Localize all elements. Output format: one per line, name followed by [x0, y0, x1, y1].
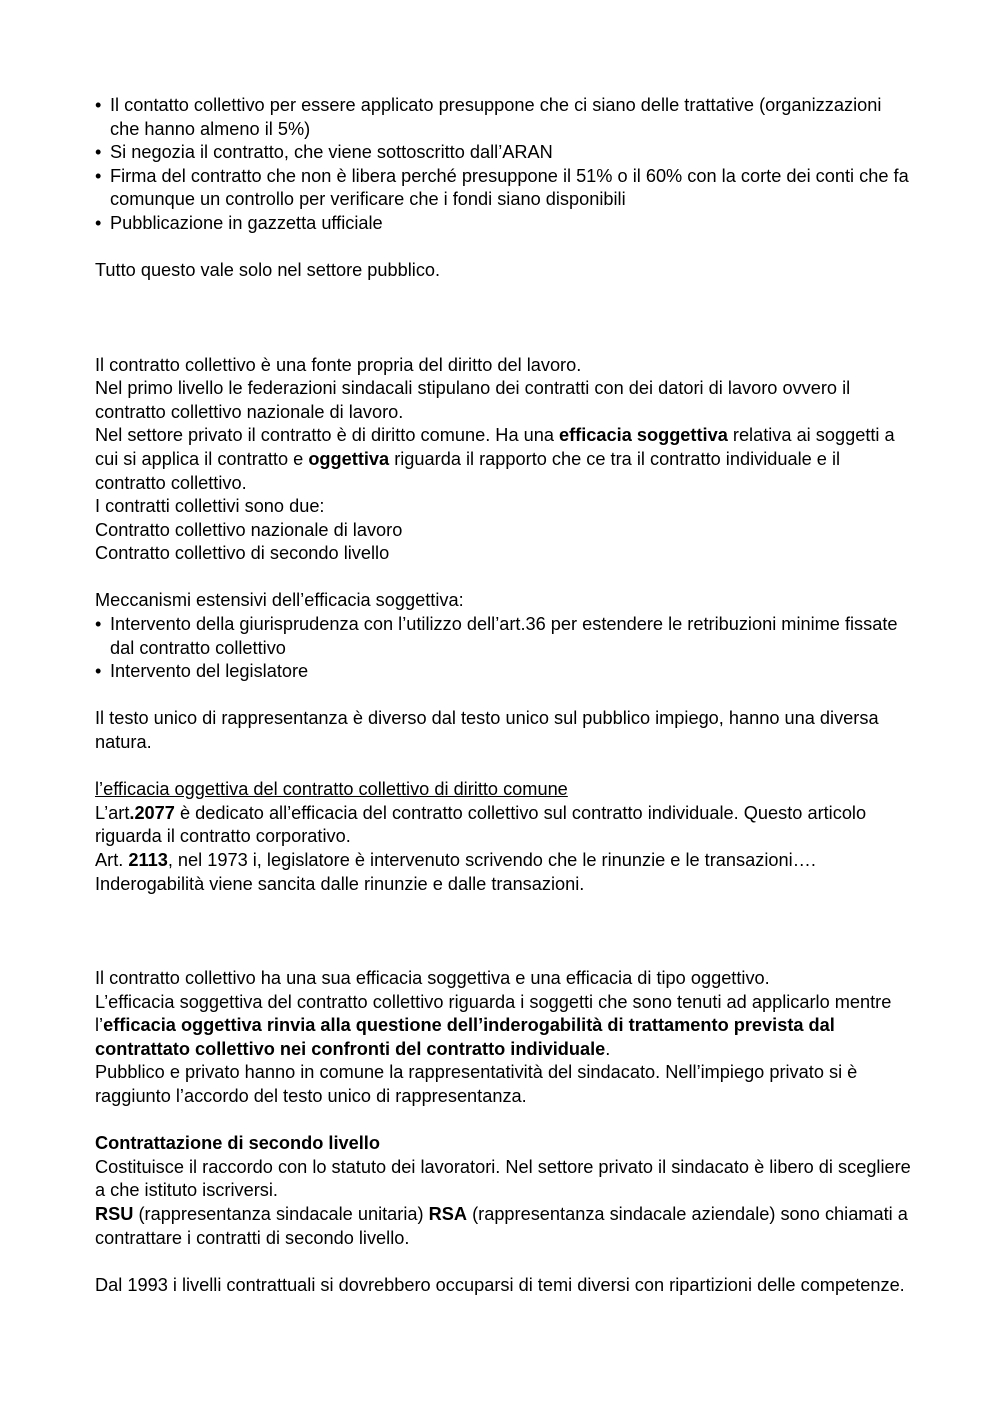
paragraph-rappresentativita: Pubblico e privato hanno in comune la rappresentatività del sindacato. Nell’impiego privato si è raggiunto l’accordo del testo unico di rappresentanza.	[95, 1062, 858, 1106]
list-item: • Intervento della giurisprudenza con l’utilizzo dell’art.36 per estendere le retribuzioni minime fissate dal contratto collettivo	[95, 613, 915, 660]
bold-term: oggettiva	[308, 448, 390, 469]
list-item: • Il contatto collettivo per essere applicato presuppone che ci siano delle trattative (organizzazioni che hanno almeno il 5%)	[95, 94, 915, 141]
text-run: è dedicato all’efficacia del contratto collettivo sul contratto individuale. Questo articolo riguarda il contratto corporativo.	[95, 802, 867, 847]
text-run: L’efficacia soggettiva del contratto collettivo riguarda i soggetti che sono tenuti ad applicarlo mentre l’	[95, 991, 892, 1036]
paragraph-1993: Dal 1993 i livelli contrattuali si dovrebbero occuparsi di temi diversi con ripartizioni delle competenze.	[95, 1274, 905, 1295]
paragraph-rsu-rsa	[95, 1203, 915, 1250]
bullet-list-meccanismi	[95, 613, 915, 684]
paragraph-art-2113	[95, 849, 915, 873]
text-run: (rappresentanza sindacale unitaria)	[133, 1203, 429, 1224]
paragraph-secondo-livello: Contratto collettivo di secondo livello	[95, 543, 390, 564]
bullet-list-pubblico	[95, 94, 915, 236]
text-run: relativa ai soggetti a cui si applica il contratto e	[95, 425, 895, 469]
paragraph-efficacia-soggettiva	[95, 991, 915, 1062]
section-heading-secondo-livello	[95, 1132, 915, 1156]
paragraph-fonte: Il contratto collettivo è una fonte propria del diritto del lavoro.	[95, 354, 582, 375]
bold-term: 2113	[128, 850, 168, 871]
text-run: L’art	[95, 802, 130, 823]
list-item: • Intervento del legislatore	[95, 660, 915, 684]
bold-term: RSA	[428, 1203, 468, 1224]
text-run: .	[605, 1038, 611, 1059]
paragraph-nazionale: Contratto collettivo nazionale di lavoro	[95, 519, 403, 540]
bold-term: .2077	[129, 802, 175, 823]
paragraph-settore-pubblico: Tutto questo vale solo nel settore pubblico.	[95, 260, 441, 281]
text-run: riguarda il rapporto che ce tra il contratto individuale e il contratto collettivo.	[95, 448, 841, 493]
text-run: , nel 1973 i, legislatore è intervenuto scrivendo che le rinunzie e le transazioni….	[167, 850, 816, 871]
list-item: • Firma del contratto che non è libera perché presuppone il 51% o il 60% con la corte dei conti che fa comunque un controllo per verificare che i fondi siano disponibili	[95, 165, 915, 212]
text-run: (rappresentanza sindacale aziendale) sono chiamati a contrattare i contratti di secondo livello.	[95, 1203, 908, 1248]
bold-heading: Contrattazione di secondo livello	[95, 1133, 380, 1154]
section-heading-oggettiva: l’efficacia oggettiva del contratto collettivo di diritto comune	[95, 779, 568, 800]
paragraph-efficacia: Il contratto collettivo ha una sua efficacia soggettiva e una efficacia di tipo oggettivo.	[95, 968, 770, 988]
paragraph-raccordo: Costituisce il raccordo con lo statuto dei lavoratori. Nel settore privato il sindacato è libero di scegliere a che istituto iscriversi.	[95, 1156, 911, 1201]
text-run: Art.	[95, 850, 129, 871]
paragraph-settore-privato	[95, 424, 915, 495]
paragraph-testo-unico: Il testo unico di rappresentanza è diverso dal testo unico sul pubblico impiego, hanno una diversa natura.	[95, 708, 879, 753]
bold-term: efficacia oggettiva rinvia alla questione dell’inderogabilità di trattamento prevista dal contrattato collettivo nei confronti del contratto individuale	[95, 1015, 835, 1059]
text-run: Nel settore privato il contratto è di diritto comune. Ha una	[95, 425, 560, 446]
list-item: • Pubblicazione in gazzetta ufficiale	[95, 212, 915, 236]
paragraph-contratti-due: I contratti collettivi sono due:	[95, 496, 325, 517]
paragraph-inderogabilita: Inderogabilità viene sancita dalle rinunzie e dalle transazioni.	[95, 873, 585, 894]
bold-term: RSU	[95, 1203, 134, 1224]
document-page	[95, 94, 915, 1297]
paragraph-meccanismi: Meccanismi estensivi dell’efficacia soggettiva:	[95, 590, 464, 611]
list-item: • Si negozia il contratto, che viene sottoscritto dall’ARAN	[95, 141, 915, 165]
bold-term: efficacia soggettiva	[559, 425, 728, 446]
paragraph-primo-livello: Nel primo livello le federazioni sindacali stipulano dei contratti con dei datori di lavoro ovvero il contratto collettivo nazionale di lavoro.	[95, 378, 851, 422]
paragraph-art-2077	[95, 802, 915, 849]
